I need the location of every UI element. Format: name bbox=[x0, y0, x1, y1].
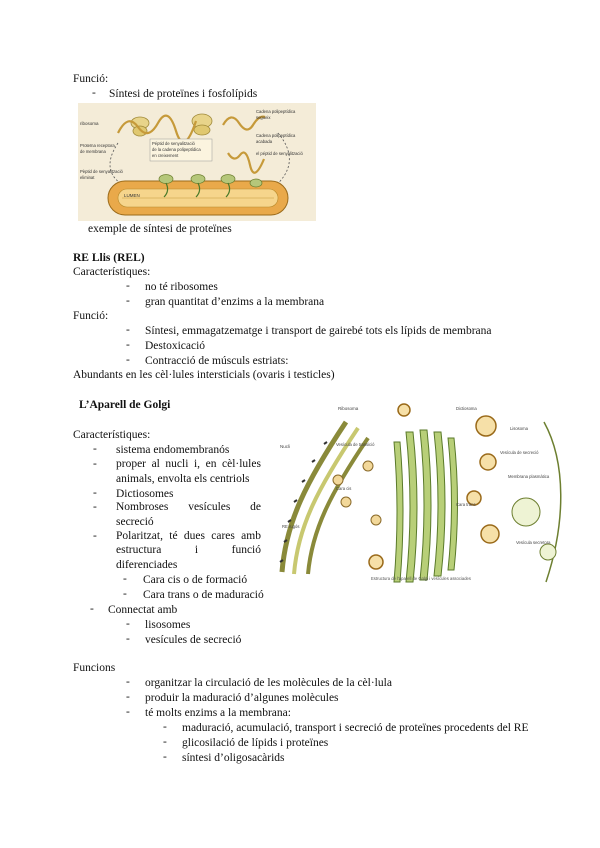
bullet-dash: - bbox=[126, 706, 130, 718]
bullet-dash: - bbox=[126, 676, 130, 688]
bullet-dash: - bbox=[123, 573, 127, 585]
transition-vesicle bbox=[341, 497, 351, 507]
word: de bbox=[250, 501, 261, 513]
secretory-vesicle bbox=[476, 416, 496, 436]
word: en bbox=[205, 458, 217, 470]
funcions-item: produir la maduració d’algunes molècules bbox=[145, 692, 339, 704]
rel-caract-label: Característiques: bbox=[73, 266, 151, 278]
golgi-item-cont: secreció bbox=[116, 516, 154, 528]
bound-ribosome bbox=[250, 179, 262, 187]
bullet-dash: - bbox=[93, 443, 97, 455]
bullet-dash: - bbox=[126, 280, 130, 292]
rer-protein-synthesis-diagram bbox=[78, 103, 316, 221]
bullet-dash: - bbox=[92, 87, 96, 99]
funcions-subitem: glicosilació de lípids i proteïnes bbox=[182, 737, 329, 749]
rel-funcio-item: Contracció de músculs estriats: bbox=[145, 355, 289, 367]
lysosome bbox=[512, 498, 540, 526]
bullet-dash: - bbox=[126, 295, 130, 307]
diagram-label: Vesícula de transició bbox=[336, 442, 375, 447]
funcions-subitem: maduració, acumulació, transport i secreció de proteïnes procedents del RE bbox=[182, 722, 529, 734]
funcions-item: organitzar la circulació de les molècules de la cèl·lula bbox=[145, 677, 392, 689]
bound-ribosome bbox=[221, 175, 235, 184]
transition-vesicle bbox=[371, 515, 381, 525]
golgi-subitem: Cara trans o de maduració bbox=[143, 589, 264, 601]
ribosome-shape bbox=[194, 125, 210, 135]
diagram-caption: exemple de síntesi de proteïnes bbox=[88, 223, 232, 235]
golgi-conn-item: lisosomes bbox=[145, 619, 191, 631]
word: proper bbox=[116, 458, 147, 470]
golgi-item-justified bbox=[116, 544, 261, 556]
golgi-connectat: Connectat amb bbox=[108, 604, 178, 616]
golgi-item-cont: diferenciades bbox=[116, 559, 178, 571]
secretory-vesicle bbox=[481, 525, 499, 543]
rel-funcio-item: Destoxicació bbox=[145, 340, 206, 352]
diagram-caption: Estructura de l'aparell de Golgi i vesícules associades bbox=[371, 576, 471, 581]
bullet-dash: - bbox=[93, 501, 97, 513]
diagram-label: Péptid de senyalització bbox=[152, 141, 195, 146]
diagram-label: RE rugós bbox=[282, 524, 300, 529]
secretory-vesicle bbox=[398, 404, 410, 416]
golgi-title: L’Aparell de Golgi bbox=[79, 399, 171, 411]
rel-funcio-item: Síntesi, emmagatzematge i transport de gairebé tots els lípids de membrana bbox=[145, 325, 492, 337]
word: Nombroses bbox=[116, 501, 169, 513]
golgi-item-cont: animals, envolta els centriols bbox=[116, 473, 250, 485]
secretory-vesicle bbox=[480, 454, 496, 470]
diagram-label: LUMEN bbox=[124, 193, 140, 198]
rel-caract-item: no té ribosomes bbox=[145, 281, 218, 293]
funcio-item-sintesi: Síntesi de proteïnes i fosfolípids bbox=[109, 88, 258, 100]
word: dues bbox=[183, 530, 205, 542]
diagram-label: segueix bbox=[256, 115, 271, 120]
secretory-vesicle bbox=[540, 544, 556, 560]
diagram-label: Dictiosoma bbox=[456, 406, 477, 411]
golgi-caract-label: Característiques: bbox=[73, 429, 151, 441]
diagram-label: Pèptid de senyalització bbox=[80, 169, 123, 174]
word: vesícules bbox=[188, 501, 231, 513]
golgi-subitem: Cara cis o de formació bbox=[143, 574, 248, 586]
golgi-item: Dictiosomes bbox=[116, 488, 174, 500]
diagram-label: Cadena polipeptídica bbox=[256, 109, 296, 114]
golgi-item-justified bbox=[116, 501, 261, 513]
golgi-conn-item: vesícules de secreció bbox=[145, 634, 242, 646]
word: funció bbox=[231, 544, 261, 556]
bullet-dash: - bbox=[123, 588, 127, 600]
word: al bbox=[151, 458, 160, 470]
bullet-dash: - bbox=[126, 691, 130, 703]
diagram-label: acabada bbox=[256, 139, 273, 144]
diagram-label: Vesícula secretora bbox=[516, 540, 551, 545]
bullet-dash: - bbox=[126, 339, 130, 351]
bullet-dash: - bbox=[126, 324, 130, 336]
bullet-dash: - bbox=[126, 354, 130, 366]
bound-ribosome bbox=[159, 175, 173, 184]
diagram-label: Vesícula de secreció bbox=[500, 450, 539, 455]
word: i bbox=[194, 544, 199, 556]
funcions-subitem: síntesi d’oligosacàrids bbox=[182, 752, 285, 764]
bullet-dash: - bbox=[93, 458, 97, 470]
word: cèl·lules bbox=[222, 458, 261, 470]
bullet-dash: - bbox=[93, 530, 97, 542]
bullet-dash: - bbox=[163, 736, 167, 748]
word: cares bbox=[211, 530, 235, 542]
diagram-label: Cara cis bbox=[336, 486, 352, 491]
diagram-label: Proteïna receptora bbox=[80, 143, 115, 148]
diagram-label: Lisosoma bbox=[510, 426, 528, 431]
rel-funcio-label: Funció: bbox=[73, 310, 109, 322]
golgi-item-justified bbox=[116, 458, 261, 470]
funcions-label: Funcions bbox=[73, 662, 116, 674]
bullet-dash: - bbox=[126, 633, 130, 645]
bullet-dash: - bbox=[93, 487, 97, 499]
funcions-item: té molts enzims a la membrana: bbox=[145, 707, 291, 719]
bound-ribosome bbox=[191, 175, 205, 184]
bullet-dash: - bbox=[126, 618, 130, 630]
bullet-dash: - bbox=[163, 721, 167, 733]
word: nucli bbox=[165, 458, 189, 470]
diagram-label: ribosoma bbox=[80, 121, 99, 126]
diagram-label: Ribosoma bbox=[338, 406, 359, 411]
golgi-item: sistema endomembranós bbox=[116, 444, 230, 456]
rel-title: RE Llis (REL) bbox=[73, 252, 145, 264]
rel-caract-item: gran quantitat d’enzims a la membrana bbox=[145, 296, 325, 308]
diagram-label: Membrana plasmàtica bbox=[508, 474, 550, 479]
word: té bbox=[169, 530, 178, 542]
golgi-item-justified bbox=[116, 530, 261, 542]
diagram-label: en creixement bbox=[152, 153, 179, 158]
word: estructura bbox=[116, 544, 162, 556]
diagram-label: Cadena polipeptídica bbox=[256, 133, 296, 138]
diagram-label: Cara trans bbox=[456, 502, 476, 507]
bullet-dash: - bbox=[90, 603, 94, 615]
transition-vesicle bbox=[363, 461, 373, 471]
secretory-vesicle bbox=[369, 555, 383, 569]
diagram-label: Nucli bbox=[280, 444, 291, 449]
diagram-label: de membrana bbox=[80, 149, 106, 154]
word: amb bbox=[241, 530, 261, 542]
transition-vesicle bbox=[333, 475, 343, 485]
diagram-label: el péptid de senyalització bbox=[256, 151, 303, 156]
golgi-apparatus-diagram bbox=[276, 402, 573, 584]
diagram-label: eliminat bbox=[80, 175, 95, 180]
bullet-dash: - bbox=[163, 751, 167, 763]
word: Polaritzat, bbox=[116, 530, 163, 542]
rel-abundants: Abundants en les cèl·lules intersticials (ovaris i testicles) bbox=[73, 369, 335, 381]
funcio-label-1: Funció: bbox=[73, 73, 109, 85]
word: i, bbox=[193, 458, 201, 470]
diagram-label: de la cadena polipeptídica bbox=[152, 147, 201, 152]
